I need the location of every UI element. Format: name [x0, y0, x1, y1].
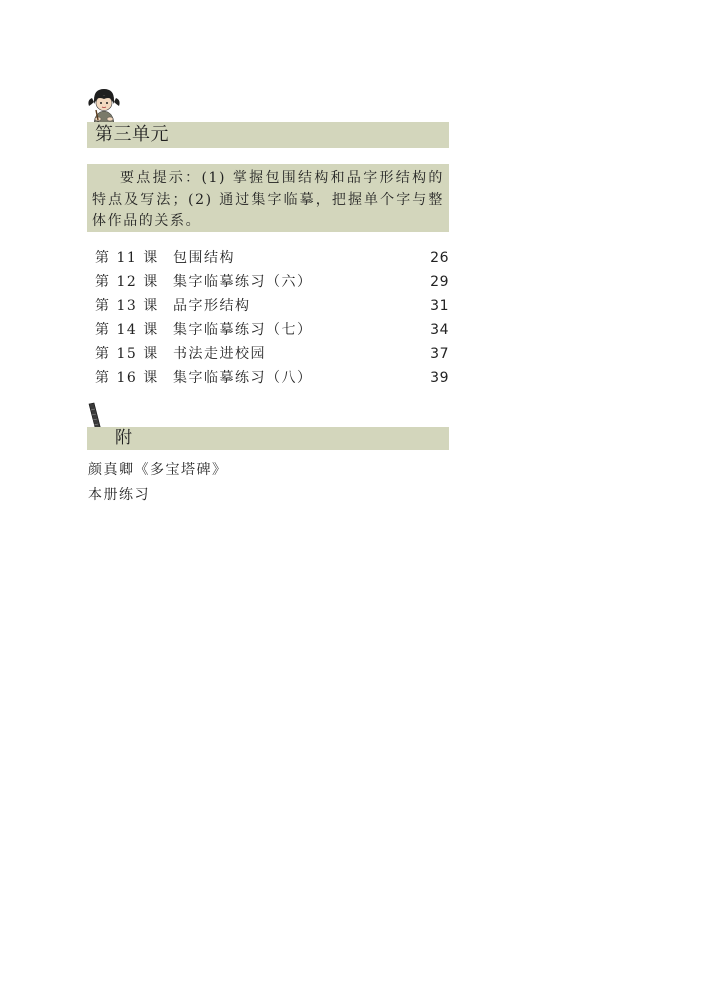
lesson-page-number: 39 — [430, 370, 449, 386]
lesson-number: 第 13 课 — [95, 298, 159, 314]
lesson-entry[interactable] — [95, 342, 449, 366]
lesson-number: 第 14 课 — [95, 322, 159, 338]
lesson-number: 第 12 课 — [95, 274, 159, 290]
lesson-page-number: 37 — [430, 346, 449, 362]
appendix-item[interactable]: 本册练习 — [88, 487, 150, 503]
key-points-box — [87, 164, 449, 232]
lesson-title: 集字临摹练习（七） — [173, 322, 313, 338]
lesson-entry[interactable] — [95, 318, 449, 342]
lesson-title: 包围结构 — [173, 250, 235, 266]
lesson-number: 第 15 课 — [95, 346, 159, 362]
appendix-item[interactable]: 颜真卿《多宝塔碑》 — [88, 462, 228, 478]
unit-title: 第三单元 — [95, 124, 169, 145]
appendix-title: 附 — [115, 428, 132, 448]
appendix-list — [88, 458, 228, 508]
lesson-entry[interactable] — [95, 366, 449, 390]
lesson-entry[interactable] — [95, 246, 449, 270]
girl-writing-icon — [86, 86, 122, 124]
lesson-entry[interactable] — [95, 270, 449, 294]
lesson-entry[interactable] — [95, 294, 449, 318]
unit-header-bar — [87, 122, 449, 148]
lesson-title: 集字临摹练习（八） — [173, 370, 313, 386]
lesson-page-number: 26 — [430, 250, 449, 266]
lesson-number: 第 16 课 — [95, 370, 159, 386]
lesson-list — [95, 246, 449, 390]
appendix-header-bar — [87, 427, 449, 450]
lesson-title: 集字临摹练习（六） — [173, 274, 313, 290]
lesson-title: 书法走进校园 — [173, 346, 266, 362]
lesson-number: 第 11 课 — [95, 250, 159, 266]
key-points-text: 要点提示：(1) 掌握包围结构和品字形结构的特点及写法；(2) 通过集字临摹，把握单个字与整体作品的关系。 — [92, 170, 444, 229]
lesson-page-number: 29 — [430, 274, 449, 290]
lesson-page-number: 34 — [430, 322, 449, 338]
lesson-title: 品字形结构 — [173, 298, 251, 314]
lesson-page-number: 31 — [430, 298, 449, 314]
